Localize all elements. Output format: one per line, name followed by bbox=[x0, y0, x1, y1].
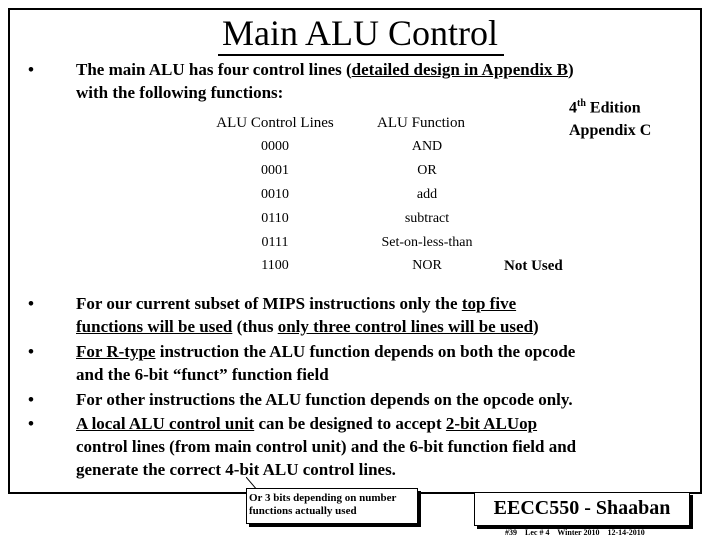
bullet-marker: • bbox=[28, 294, 34, 313]
course-brand: EECC550 - Shaaban bbox=[474, 492, 690, 526]
bullet-marker: • bbox=[28, 390, 34, 409]
bullet-marker: • bbox=[28, 342, 34, 361]
table-cell-function: AND bbox=[411, 139, 443, 154]
bullet-local-alu-control: A local ALU control unit can be designed to accept 2-bit ALUop control lines (from main control unit) and the 6-bit function field and generate the correct 4-bit ALU control lines. bbox=[76, 414, 577, 479]
table-cell-lines: 0010 bbox=[261, 187, 289, 202]
table-cell-lines: 0000 bbox=[261, 139, 289, 154]
bullet-r-type: For R-type instruction the ALU function depends on both the opcode and the 6-bit “funct” function field bbox=[76, 342, 576, 384]
intro-text-suffix: ) bbox=[568, 60, 574, 79]
title-underline bbox=[218, 54, 504, 56]
intro-text: The main ALU has four control lines ( bbox=[76, 60, 352, 79]
footer-date: 12-14-2010 bbox=[607, 528, 645, 537]
table-cell-function: Set-on-less-than bbox=[381, 235, 473, 250]
footer-lecture: Lec # 4 bbox=[525, 528, 550, 537]
table-cell-function: subtract bbox=[404, 211, 450, 226]
footer-slide-number: #39 bbox=[505, 528, 517, 537]
callout-note: Or 3 bits depending on number functions actually used bbox=[246, 488, 418, 524]
table-cell-lines: 1100 bbox=[261, 258, 289, 273]
not-used-label: Not Used bbox=[504, 258, 563, 274]
footer-term: Winter 2010 bbox=[557, 528, 600, 537]
appendix-b-link[interactable]: detailed design in Appendix B bbox=[351, 60, 568, 79]
intro-text-line2: with the following functions: bbox=[76, 83, 284, 102]
table-cell-lines: 0110 bbox=[261, 211, 289, 226]
table-cell-lines: 0001 bbox=[261, 163, 289, 178]
edition-note: 4th Edition Appendix C bbox=[569, 98, 652, 140]
slide-footer bbox=[505, 528, 651, 537]
bullet-marker: • bbox=[28, 60, 34, 79]
slide-title: Main ALU Control bbox=[222, 13, 498, 53]
table-cell-lines: 0111 bbox=[261, 235, 289, 250]
table-cell-function: add bbox=[416, 187, 438, 202]
bullet-marker: • bbox=[28, 414, 34, 433]
bullet-top-five: For our current subset of MIPS instructions only the top five functions will be used (thus only three control lines will be used) bbox=[76, 294, 539, 336]
bullet-other-instructions: For other instructions the ALU function depends on the opcode only. bbox=[76, 390, 573, 409]
table-cell-function: NOR bbox=[412, 258, 442, 273]
table-header-alu-function: ALU Function bbox=[377, 115, 465, 131]
table-header-control-lines: ALU Control Lines bbox=[216, 115, 334, 131]
table-cell-function: OR bbox=[417, 163, 437, 178]
